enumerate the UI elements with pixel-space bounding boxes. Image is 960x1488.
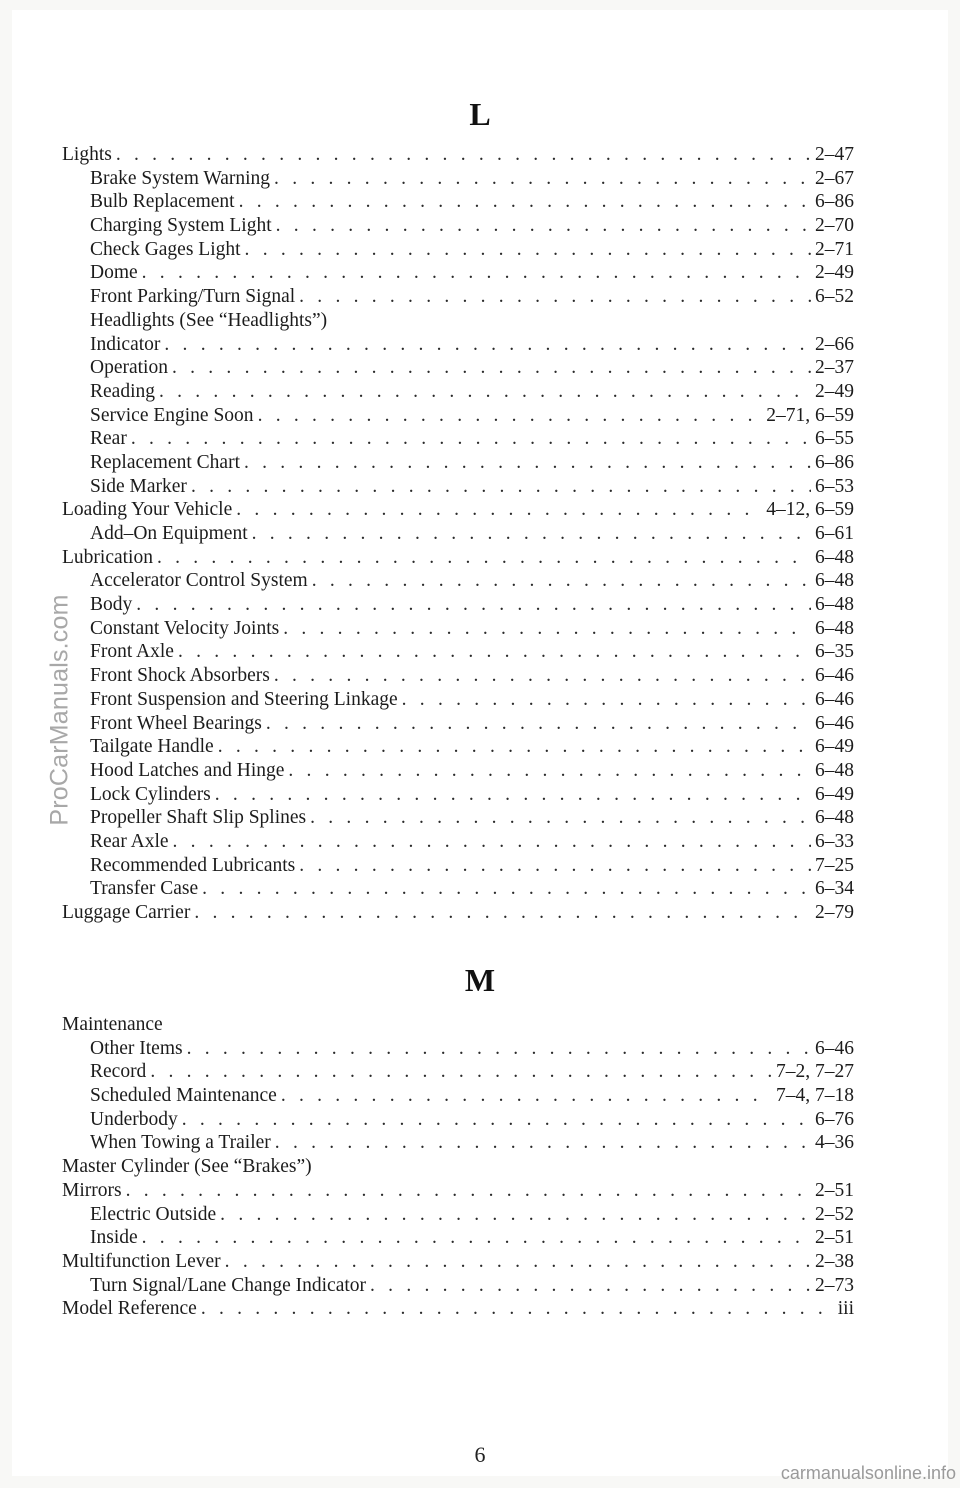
index-subentry [62, 309, 854, 333]
entry-label: Luggage Carrier [62, 902, 191, 923]
dot-leader [202, 877, 811, 901]
dot-leader [172, 356, 811, 380]
index-subentry [62, 593, 854, 617]
dot-leader [239, 190, 811, 214]
dot-leader [402, 688, 811, 712]
entry-label: Front Wheel Bearings [90, 712, 262, 734]
index-subentry [62, 475, 854, 499]
entry-page-ref: 2–67 [815, 167, 854, 189]
index-entry [62, 546, 854, 570]
entry-page-ref: 6–48 [815, 570, 854, 592]
dot-leader [299, 854, 811, 878]
entry-label: Accelerator Control System [90, 570, 308, 592]
index-subentry [62, 664, 854, 688]
index-entry [62, 143, 854, 167]
dot-leader [244, 451, 811, 475]
entry-label: Electric Outside [90, 1203, 217, 1225]
index-subentry [62, 214, 854, 238]
entry-label: Lights [62, 144, 112, 165]
footer-brand: carmanualsonline.info [780, 1463, 956, 1483]
entry-page-ref: 4–36 [815, 1132, 854, 1154]
entry-page-ref: 7–25 [815, 854, 854, 876]
entry-label: Lubrication [62, 546, 153, 568]
entry-page-ref: 6–48 [815, 759, 854, 781]
index-subentry [62, 1203, 854, 1227]
dot-leader [126, 1179, 811, 1203]
entry-label: When Towing a Trailer [90, 1132, 271, 1154]
dot-leader [275, 1131, 811, 1155]
index-subentry [62, 261, 854, 285]
page-number: 6 [474, 1442, 486, 1467]
entry-label: Bulb Replacement [90, 191, 235, 213]
dot-leader [191, 475, 811, 499]
entry-page-ref: 6–86 [815, 451, 854, 473]
entry-page-ref: 6–48 [815, 807, 854, 829]
index-subentry [62, 806, 854, 830]
dot-leader [142, 261, 811, 285]
entry-page-ref: 6–48 [815, 594, 854, 616]
entry-label: Side Marker [90, 475, 187, 497]
dot-leader [182, 1108, 811, 1132]
index-subentry [62, 712, 854, 736]
index-subentry [62, 854, 854, 878]
entry-label: Check Gages Light [90, 238, 241, 260]
entry-page-ref: 2–66 [815, 333, 854, 355]
index-subentry [62, 759, 854, 783]
dot-leader [299, 285, 811, 309]
entry-page-ref: 2–79 [815, 902, 854, 923]
dot-leader [218, 735, 811, 759]
dot-leader [225, 1250, 811, 1274]
index-entry [62, 1155, 854, 1179]
entry-label: Loading Your Vehicle [62, 499, 233, 521]
entry-label: Constant Velocity Joints [90, 617, 280, 639]
index-subentry [62, 427, 854, 451]
dot-leader [220, 1203, 811, 1227]
entry-page-ref: 6–52 [815, 286, 854, 308]
entry-page-ref: 6–35 [815, 641, 854, 663]
entry-page-ref: 6–46 [815, 665, 854, 687]
dot-leader [281, 1084, 772, 1108]
entry-label: Indicator [90, 333, 161, 355]
entry-page-ref: 2–38 [815, 1250, 854, 1272]
entry-label: Multifunction Lever [62, 1250, 221, 1272]
dot-leader [310, 806, 811, 830]
entry-page-ref: 6–48 [815, 617, 854, 639]
index-list-l [62, 143, 854, 925]
index-subentry [62, 569, 854, 593]
section-heading-m: M [464, 962, 496, 998]
section-heading-l: L [469, 96, 491, 132]
entry-page-ref: 2–71 [815, 238, 854, 260]
dot-leader [245, 238, 811, 262]
entry-label: Master Cylinder (See “Brakes”) [62, 1156, 312, 1178]
entry-page-ref: 2–51 [815, 1227, 854, 1249]
entry-label: Underbody [90, 1108, 178, 1130]
site-watermark: ProCarManuals.com [45, 594, 74, 826]
entry-label: Reading [90, 380, 155, 402]
dot-leader [157, 546, 811, 570]
dot-leader [258, 404, 763, 428]
entry-page-ref: 2–49 [815, 380, 854, 402]
index-subentry [62, 688, 854, 712]
entry-page-ref: 6–46 [815, 712, 854, 734]
entry-label: Front Axle [90, 641, 174, 663]
entry-label: Record [90, 1061, 147, 1083]
index-subentry [62, 522, 854, 546]
entry-page-ref: 6–33 [815, 830, 854, 852]
entry-label: Other Items [90, 1037, 183, 1059]
entry-page-ref: 6–49 [815, 736, 854, 758]
index-list-m [62, 1013, 854, 1321]
entry-label: Brake System Warning [90, 167, 271, 189]
entry-label: Mirrors [62, 1179, 122, 1201]
entry-label: Front Suspension and Steering Linkage [90, 688, 398, 710]
dot-leader [116, 143, 811, 167]
index-subentry [62, 404, 854, 428]
entry-label: Rear Axle [90, 830, 169, 852]
index-subentry [62, 830, 854, 854]
index-subentry [62, 617, 854, 641]
index-subentry [62, 380, 854, 404]
index-entry [62, 1250, 854, 1274]
index-subentry [62, 1226, 854, 1250]
index-subentry [62, 1274, 854, 1298]
dot-leader [131, 427, 811, 451]
entry-label: Charging System Light [90, 215, 272, 237]
entry-label: Service Engine Soon [90, 404, 254, 426]
dot-leader [236, 498, 762, 522]
entry-label: Front Shock Absorbers [90, 665, 270, 687]
dot-leader [288, 759, 811, 783]
entry-label: Propeller Shaft Slip Splines [90, 807, 307, 829]
index-subentry [62, 783, 854, 807]
dot-leader [312, 569, 811, 593]
entry-label: Turn Signal/Lane Change Indicator [90, 1274, 367, 1296]
entry-page-ref: 6–55 [815, 428, 854, 450]
dot-leader [276, 214, 811, 238]
index-subentry [62, 285, 854, 309]
index-entry [62, 1013, 854, 1037]
dot-leader [136, 593, 811, 617]
index-entry [62, 901, 854, 925]
entry-page-ref: 4–12, 6–59 [766, 499, 854, 521]
entry-page-ref: 2–37 [815, 357, 854, 379]
index-subentry [62, 238, 854, 262]
index-entry [62, 1179, 854, 1203]
index-subentry [62, 333, 854, 357]
entry-label: Add–On Equipment [90, 523, 248, 544]
entry-label: Front Parking/Turn Signal [90, 286, 296, 308]
entry-label: Scheduled Maintenance [90, 1085, 277, 1107]
entry-page-ref: iii [837, 1298, 854, 1320]
entry-page-ref: 6–76 [815, 1108, 854, 1130]
entry-page-ref: 2–49 [815, 262, 854, 284]
entry-label: Lock Cylinders [90, 783, 211, 805]
index-subentry [62, 1131, 854, 1155]
index-subentry [62, 356, 854, 380]
index-subentry [62, 735, 854, 759]
entry-label: Headlights (See “Headlights”) [90, 309, 328, 331]
entry-label: Body [90, 594, 133, 616]
dot-leader [142, 1226, 811, 1250]
dot-leader [150, 1060, 772, 1084]
entry-label: Hood Latches and Hinge [90, 759, 285, 781]
entry-label: Replacement Chart [90, 451, 240, 473]
entry-label: Maintenance [62, 1014, 163, 1035]
entry-page-ref: 2–52 [815, 1203, 854, 1225]
entry-label: Tailgate Handle [90, 736, 214, 758]
entry-page-ref: 7–2, 7–27 [776, 1061, 854, 1083]
index-subentry [62, 1037, 854, 1061]
entry-label: Inside [90, 1227, 138, 1249]
dot-leader [215, 783, 811, 807]
dot-leader [187, 1037, 811, 1061]
dot-leader [266, 712, 811, 736]
entry-label: Operation [90, 357, 168, 379]
entry-page-ref: 6–46 [815, 1037, 854, 1059]
index-subentry [62, 1084, 854, 1108]
entry-page-ref: 6–34 [815, 878, 854, 900]
entry-page-ref: 6–53 [815, 475, 854, 497]
manual-page [12, 10, 948, 1476]
entry-page-ref: 6–49 [815, 783, 854, 805]
index-subentry [62, 877, 854, 901]
entry-page-ref: 2–51 [815, 1179, 854, 1201]
entry-label: Model Reference [62, 1298, 197, 1320]
entry-page-ref: 6–86 [815, 191, 854, 213]
entry-label: Dome [90, 262, 138, 284]
entry-page-ref: 6–61 [815, 523, 854, 544]
entry-page-ref: 2–47 [815, 144, 854, 165]
dot-leader [283, 617, 811, 641]
dot-leader [178, 640, 811, 664]
entry-page-ref: 7–4, 7–18 [776, 1085, 854, 1107]
dot-leader [274, 664, 811, 688]
index-subentry [62, 167, 854, 191]
entry-page-ref: 6–46 [815, 688, 854, 710]
index-subentry [62, 1108, 854, 1132]
index-entry [62, 1297, 854, 1321]
entry-label: Recommended Lubricants [90, 854, 296, 876]
entry-page-ref: 2–70 [815, 215, 854, 237]
dot-leader [201, 1297, 834, 1321]
dot-leader [159, 380, 811, 404]
entry-page-ref: 2–73 [815, 1274, 854, 1296]
dot-leader [252, 522, 811, 546]
entry-page-ref: 2–71, 6–59 [766, 404, 854, 426]
index-subentry [62, 1060, 854, 1084]
entry-page-ref: 6–48 [815, 546, 854, 568]
dot-leader [274, 167, 811, 191]
index-entry [62, 498, 854, 522]
index-subentry [62, 190, 854, 214]
dot-leader [173, 830, 811, 854]
dot-leader [194, 901, 811, 925]
entry-label: Rear [90, 428, 127, 450]
index-subentry [62, 451, 854, 475]
dot-leader [370, 1274, 811, 1298]
dot-leader [164, 333, 811, 357]
entry-label: Transfer Case [90, 878, 199, 900]
index-subentry [62, 640, 854, 664]
